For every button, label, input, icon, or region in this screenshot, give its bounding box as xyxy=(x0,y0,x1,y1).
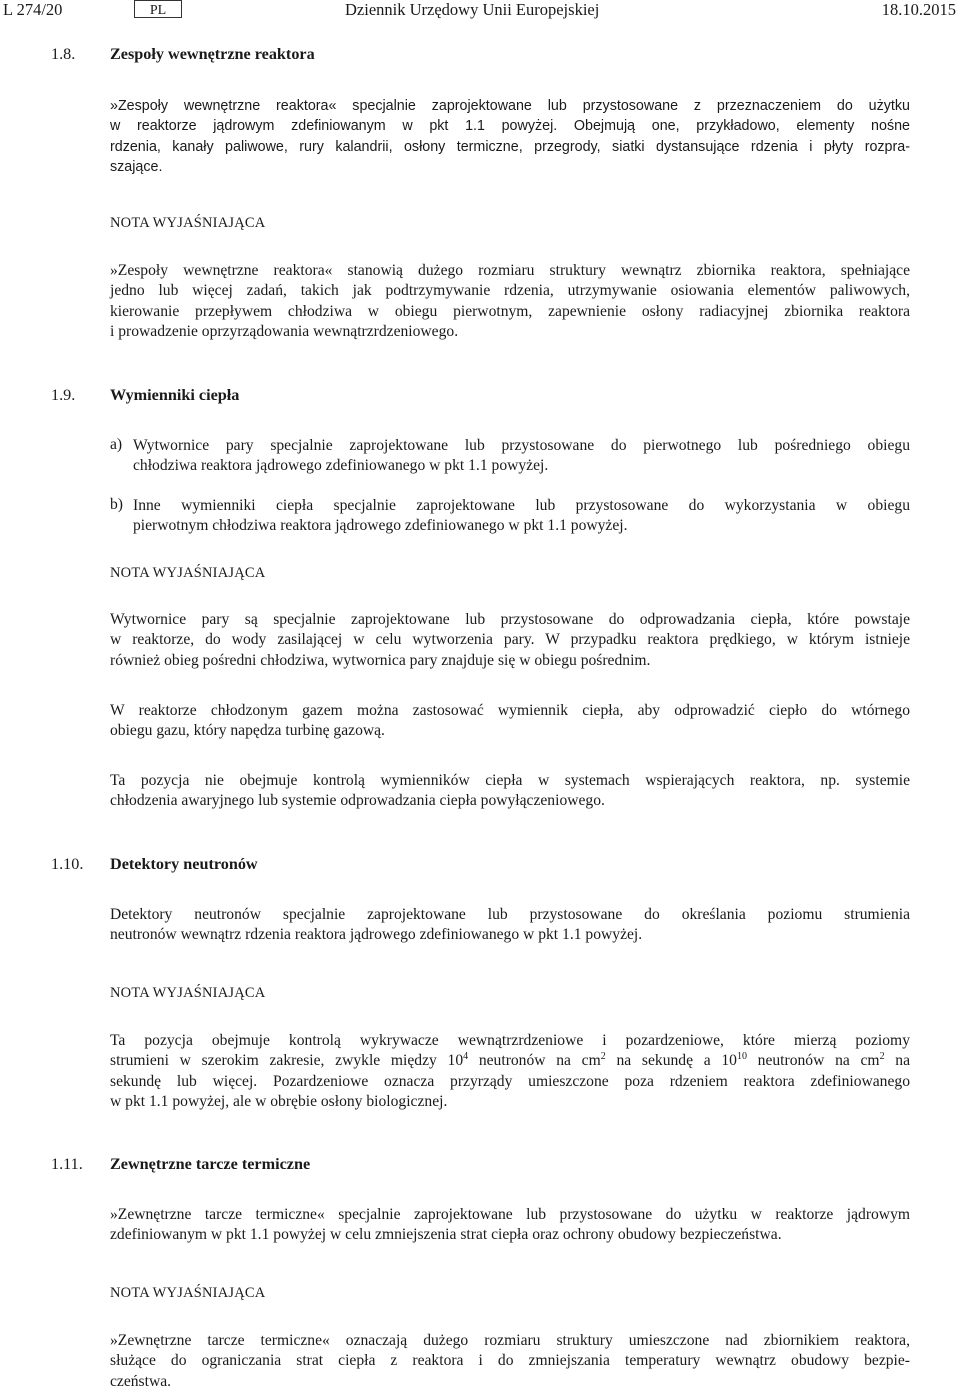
paragraph xyxy=(110,1205,910,1246)
text-fragment: neutronów na cm xyxy=(746,1052,880,1070)
text-fragment: strumieni w szerokim zakresie, zwykle między 10 xyxy=(110,1052,464,1070)
paragraph xyxy=(110,771,910,812)
text-line: rdzenia, kanały paliwowe, rury kalandrii, osłony termiczne, przegrody, siatki dystansujące rdzenia i płyty rozpra- xyxy=(110,138,910,155)
text-line: w pkt 1.1 powyżej, ale w obrębie osłony biologicznej. xyxy=(110,1092,448,1110)
explanatory-note-label: NOTA WYJAŚNIAJĄCA xyxy=(110,565,266,581)
text-line xyxy=(110,1051,910,1071)
text-line: »Zewnętrzne tarcze termiczne« specjalnie zaprojektowane lub przystosowane do użytku w reaktorze jądrowym xyxy=(110,1206,910,1223)
text-line: czeństwa. xyxy=(110,1372,172,1390)
text-line: sekundę lub więcej. Pozardzeniowe oznacza przyrządy umieszczone poza rdzeniem reaktora zdefiniowanego xyxy=(110,1072,910,1090)
text-line: »Zespoły wewnętrzne reaktora« specjalnie zaprojektowane lub przystosowane z przeznaczeniem do użytku xyxy=(110,98,910,114)
section-number: 1.8. xyxy=(51,45,76,63)
superscript: 2 xyxy=(600,1051,606,1063)
explanatory-note-label: NOTA WYJAŚNIAJĄCA xyxy=(110,985,266,1001)
text-line: Detektory neutronów specjalnie zaprojektowane lub przystosowane do określania poziomu strumienia xyxy=(110,906,910,923)
page-header xyxy=(0,0,960,22)
explanatory-note-label: NOTA WYJAŚNIAJĄCA xyxy=(110,1285,266,1301)
text-line: Wytwornice pary specjalnie zaprojektowane lub przystosowane do pierwotnego lub pośredniego obiegu xyxy=(133,437,910,454)
text-line: pierwotnym chłodziwa reaktora jądrowego zdefiniowanego w pkt 1.1 powyżej. xyxy=(133,517,628,535)
text-line: chłodziwa reaktora jądrowego zdefiniowanego w pkt 1.1 powyżej. xyxy=(133,457,549,475)
text-line: szające. xyxy=(110,158,163,175)
section-title: Zewnętrzne tarcze termiczne xyxy=(110,1155,311,1173)
paragraph xyxy=(110,701,910,742)
text-line: również obieg pośredni chłodziwa, wytwornica pary znajduje się w obiegu pośrednim. xyxy=(110,651,651,669)
section-title: Detektory neutronów xyxy=(110,855,258,873)
paragraph xyxy=(110,261,910,342)
text-line: neutronów wewnątrz rdzenia reaktora jądrowego zdefiniowanego w pkt 1.1 powyżej. xyxy=(110,926,643,944)
text-line: Ta pozycja obejmuje kontrolą wykrywacze wewnątrzrdzeniowe i pozardzeniowe, które mierzą poziomy xyxy=(110,1032,910,1049)
page-reference: L 274/20 xyxy=(3,0,63,19)
section-number: 1.11. xyxy=(51,1155,83,1173)
text-line: zdefiniowanym w pkt 1.1 powyżej w celu zmniejszenia strat ciepła oraz ochrony obudowy bezpieczeństwa. xyxy=(110,1226,782,1244)
text-line: Ta pozycja nie obejmuje kontrolą wymienników ciepła w systemach wspierających reaktora, np. systemie xyxy=(110,772,910,789)
section-number: 1.9. xyxy=(51,386,76,404)
superscript: 10 xyxy=(736,1051,747,1063)
text-line: w reaktorze, do wody zasilającej w celu wytworzenia pary. W przypadku reaktora prędkiego, w którym istnieje xyxy=(110,631,910,649)
text-line: chłodzenia awaryjnego lub systemie odprowadzania ciepła powyłączeniowego. xyxy=(110,792,605,810)
section-title: Zespoły wewnętrzne reaktora xyxy=(110,45,315,63)
list-label: a) xyxy=(110,436,123,453)
superscript: 2 xyxy=(879,1051,885,1063)
paragraph xyxy=(110,1031,910,1112)
paragraph xyxy=(110,905,910,946)
text-line: obiegu gazu, który napędza turbinę gazową. xyxy=(110,722,385,740)
text-fragment: na xyxy=(884,1052,911,1070)
paragraph xyxy=(110,96,910,177)
paragraph xyxy=(110,610,910,671)
text-fragment: neutronów na cm xyxy=(468,1052,601,1070)
language-badge: PL xyxy=(134,0,182,18)
text-line: Wytwornice pary są specjalnie zaprojektowane lub przystosowane do odprowadzania ciepła, które powstaje xyxy=(110,611,910,628)
superscript: 4 xyxy=(463,1051,469,1063)
explanatory-note-label: NOTA WYJAŚNIAJĄCA xyxy=(110,215,266,231)
section-number: 1.10. xyxy=(51,855,84,873)
text-line: służące do ograniczania strat ciepła z reaktora i do zmniejszania temperatury wewnątrz obudowy bezpie- xyxy=(110,1352,910,1370)
section-title: Wymienniki ciepła xyxy=(110,386,240,404)
publication-date: 18.10.2015 xyxy=(881,0,956,19)
text-line: jedno lub więcej zadań, takich jak podtrzymywanie rdzenia, utrzymywanie osiowania elementów paliwowych, xyxy=(110,282,910,300)
text-line: i prowadzenie oprzyrządowania wewnątrzrdzeniowego. xyxy=(110,322,459,340)
paragraph xyxy=(110,1331,910,1392)
text-line: Inne wymienniki ciepła specjalnie zaprojektowane lub przystosowane do wykorzystania w obiegu xyxy=(133,497,910,514)
text-line: W reaktorze chłodzonym gazem można zastosować wymiennik ciepła, aby odprowadzić ciepło do wtórnego xyxy=(110,702,910,719)
text-line: kierowanie przepływem chłodziwa w obiegu pierwotnym, zapewnienie osłony radiacyjnej zbiornika reaktora xyxy=(110,302,910,320)
text-line: »Zewnętrzne tarcze termiczne« oznaczają dużego rozmiaru struktury umieszczone nad zbiornikiem reaktora, xyxy=(110,1332,910,1349)
text-line: »Zespoły wewnętrzne reaktora« stanowią dużego rozmiaru struktury wewnątrz zbiornika reaktora, spełniające xyxy=(110,262,910,279)
journal-title: Dziennik Urzędowy Unii Europejskiej xyxy=(345,0,600,19)
text-fragment: na sekundę a 10 xyxy=(605,1052,737,1070)
list-label: b) xyxy=(110,496,123,513)
text-line: w reaktorze jądrowym zdefiniowanym w pkt 1.1 powyżej. Obejmują one, przykładowo, elementy nośne xyxy=(110,118,910,135)
